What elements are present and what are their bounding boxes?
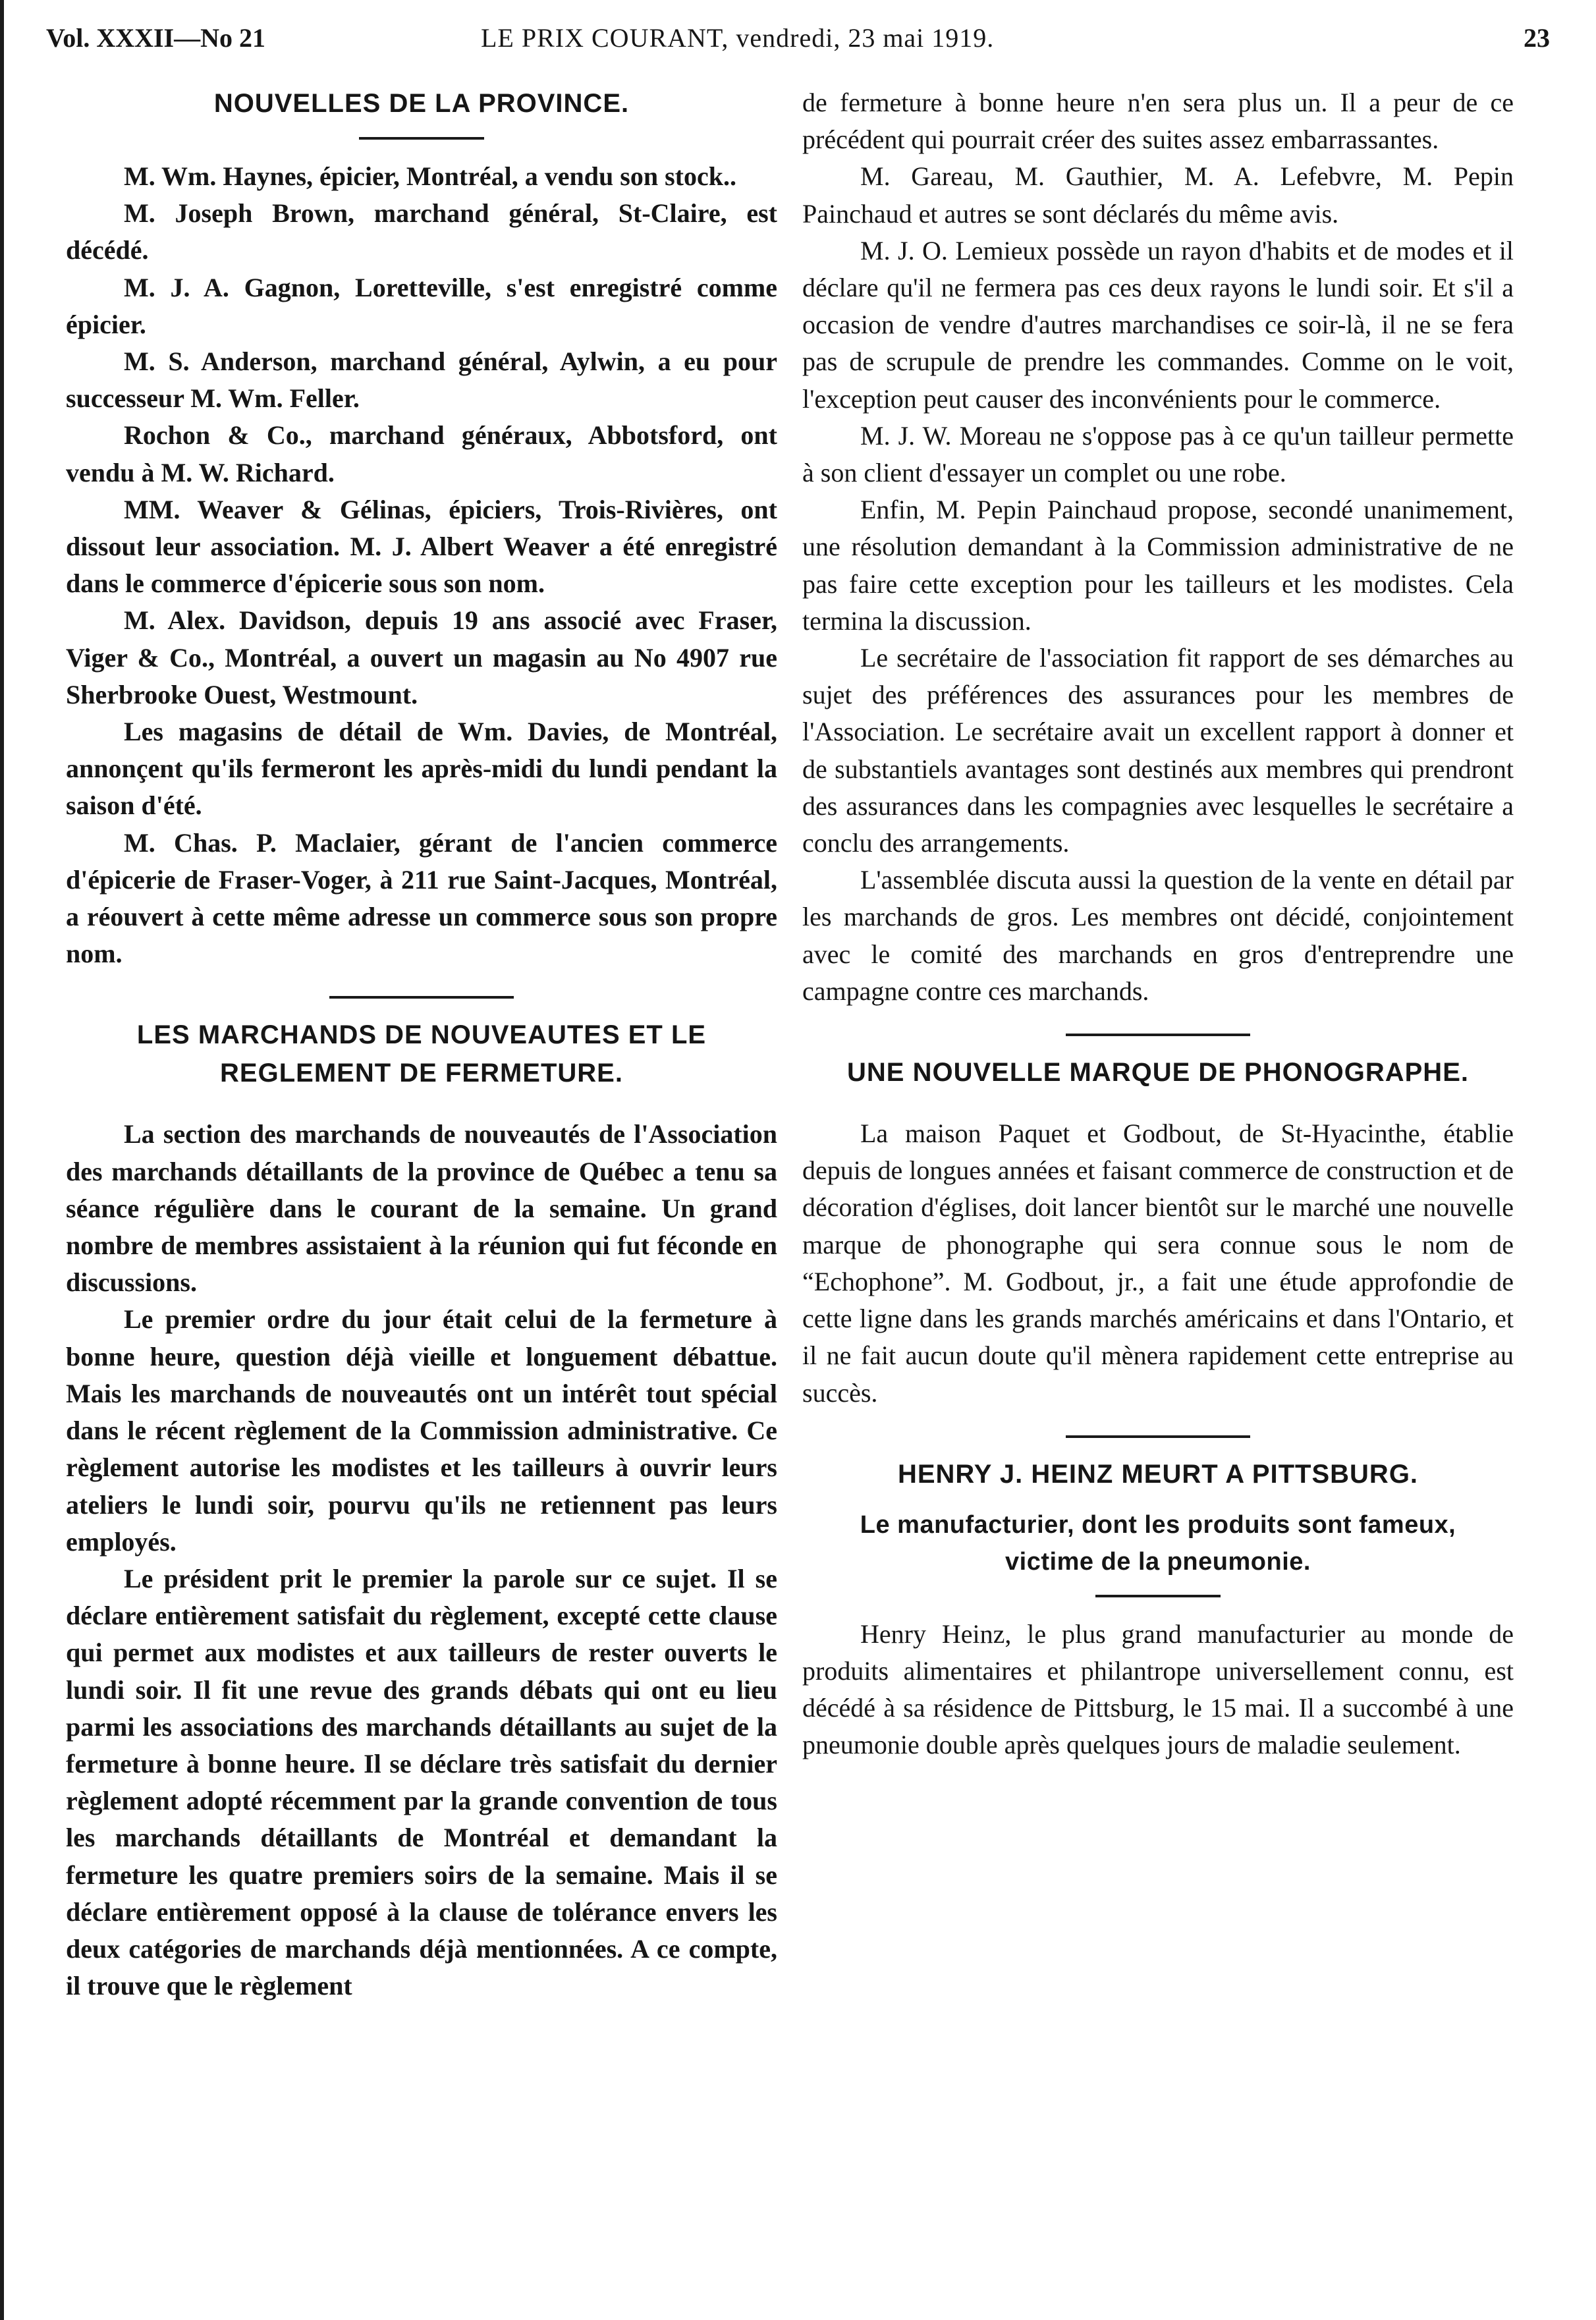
- news-item: M. Wm. Haynes, épicier, Montréal, a vendu son stock..: [124, 161, 736, 191]
- article-paragraph: Le premier ordre du jour était celui de la fermeture à bonne heure, question déjà vieille et longuement débattue. Mais les marchands de nouveautés ont un intérêt tout spécial dans le récent règlement de la Commission administrative. Ce règlement autorise les modistes et les tailleurs à ouvrir leurs ateliers le lundi soir, pourvu qu'ils ne retiennent pas leurs employés.: [66, 1304, 777, 1557]
- news-item: MM. Weaver & Gélinas, épiciers, Trois-Rivières, ont dissout leur association. M. J. Albert Weaver a été enregistré dans le commerce d'épicerie sous son nom.: [66, 494, 777, 599]
- article-paragraph: Le secrétaire de l'association fit rapport de ses démarches au sujet des préférences des assurances pour les membres de l'Association. Le secrétaire avait un excellent rapport à donner et de substantiels avantages sont destinés aux membres qui prendront des assurances dans les compagnies avec lesquelles le secrétaire a conclu des arrangements.: [802, 643, 1514, 858]
- section-divider: [1066, 1435, 1250, 1438]
- spacer: [802, 1091, 1514, 1115]
- article-paragraph: La section des marchands de nouveautés de l'Association des marchands détaillants de la province de Québec a tenu sa séance régulière dans le courant de la semaine. Un grand nombre de membres assistaient à la réunion qui fut féconde en discussions.: [66, 1119, 777, 1298]
- article-paragraph: Le président prit le premier la parole sur ce sujet. Il se déclare entièrement satisfait du règlement, excepté cette clause qui permet aux modistes et aux tailleurs de rester ouverts le lundi soir. Il fit une revue des grands débats qui ont eu lieu parmi les associations des marchands détaillants au sujet de la fermeture à bonne heure. Il se déclare très satisfait du dernier règlement adopté récemment par la grande convention de tous les marchands détaillants de Montréal et demandant la fermeture les quatre premiers soirs de la semaine. Mais il se déclare entièrement opposé à la clause de tolérance envers les deux catégories de marchands déjà mentionnées. A ce compte, il trouve que le règlement: [66, 1563, 777, 2001]
- spacer: [66, 1092, 777, 1116]
- publication-title: LE PRIX COURANT, vendredi, 23 mai 1919.: [481, 23, 995, 53]
- section-divider: [1095, 1595, 1221, 1597]
- section-heading-marchands-line1: LES MARCHANDS DE NOUVEAUTES ET LE: [136, 1020, 707, 1050]
- section-heading-marchands-line2: REGLEMENT DE FERMETURE.: [220, 1059, 623, 1088]
- page-binding-edge: [0, 0, 4, 2320]
- article-paragraph: Henry Heinz, le plus grand manufacturier au monde de produits alimentaires et philantrope universellement connu, est décédé à sa résidence de Pittsburg, le 15 mai. Il a succombé à une pneumonie double après quelques jours de maladie seulement.: [802, 1618, 1514, 1760]
- right-column: [802, 84, 1514, 1764]
- news-item: M. J. A. Gagnon, Loretteville, s'est enregistré comme épicier.: [66, 272, 777, 339]
- article-paragraph: La maison Paquet et Godbout, de St-Hyacinthe, établie depuis de longues années et faisant commerce de construction et de décoration d'églises, doit lancer bientôt sur le marché une nouvelle marque de phonographe qui sera connue sous le nom de “Echophone”. M. Godbout, jr., a fait une étude approfondie de cette ligne dans les grands marchés américains et dans l'Ontario, et il ne fait aucun doute qu'il mènera rapidement cette entreprise au succès.: [802, 1119, 1514, 1408]
- section-heading-heinz: HENRY J. HEINZ MEURT A PITTSBURG.: [897, 1459, 1419, 1489]
- section-heading-nouvelles: NOUVELLES DE LA PROVINCE.: [213, 89, 630, 118]
- news-item: Les magasins de détail de Wm. Davies, de Montréal, annonçent qu'ils fermeront les après-midi du lundi pendant la saison d'été.: [66, 717, 777, 821]
- subheading-heinz-line2: victime de la pneumonie.: [1005, 1547, 1311, 1576]
- section-divider: [329, 996, 514, 999]
- page-number: 23: [1524, 23, 1550, 53]
- news-item: M. S. Anderson, marchand général, Aylwin, a eu pour successeur M. Wm. Feller.: [66, 346, 777, 414]
- news-item: M. Chas. P. Maclaier, gérant de l'ancien commerce d'épicerie de Fraser-Voger, à 211 rue Saint-Jacques, Montréal, a réouvert à cette même adresse un commerce sous son propre nom.: [66, 827, 777, 969]
- subheading-heinz-line1: Le manufacturier, dont les produits sont fameux,: [860, 1510, 1456, 1539]
- spacer: [802, 1493, 1514, 1506]
- article-paragraph: L'assemblée discuta aussi la question de la vente en détail par les marchands de gros. Les membres ont décidé, conjointement avec le comité des marchands en gros d'entreprendre une campagne contre ces marchands.: [802, 865, 1514, 1006]
- section-divider: [1066, 1034, 1250, 1036]
- section-divider: [359, 137, 484, 140]
- article-continuation: de fermeture à bonne heure n'en sera plus un. Il a peur de ce précédent qui pourrait créer des suites assez embarrassantes.: [802, 88, 1514, 155]
- article-paragraph: Enfin, M. Pepin Painchaud propose, secondé unanimement, une résolution demandant à la Commission administrative de ne pas faire cette exception pour les tailleurs et les modistes. Cela termina la discussion.: [802, 495, 1514, 636]
- left-column: [66, 84, 777, 2004]
- article-paragraph: M. Gareau, M. Gauthier, M. A. Lefebvre, M. Pepin Painchaud et autres se sont déclarés du même avis.: [802, 161, 1514, 229]
- news-item: Rochon & Co., marchand généraux, Abbotsford, ont vendu à M. W. Richard.: [66, 420, 777, 487]
- volume-number: Vol. XXXII—No 21: [46, 23, 266, 53]
- news-item: M. Joseph Brown, marchand général, St-Claire, est décédé.: [66, 198, 777, 265]
- section-heading-phonographe: UNE NOUVELLE MARQUE DE PHONOGRAPHE.: [847, 1058, 1469, 1088]
- article-paragraph: M. J. W. Moreau ne s'oppose pas à ce qu'un tailleur permette à son client d'essayer un complet ou une robe.: [802, 420, 1514, 488]
- news-item: M. Alex. Davidson, depuis 19 ans associé avec Fraser, Viger & Co., Montréal, a ouvert un magasin au No 4907 rue Sherbrooke Ouest, Westmount.: [66, 605, 777, 709]
- page-header: [26, 22, 1550, 69]
- article-paragraph: M. J. O. Lemieux possède un rayon d'habits et de modes et il déclare qu'il ne fermera pas ces deux rayons le lundi soir. Et s'il a occasion de vendre d'autres marchandises ce soir-là, il ne se fera pas de scrupule de prendre les commandes. Comme on le voit, l'exception peut causer des inconvénients pour le commerce.: [802, 235, 1514, 414]
